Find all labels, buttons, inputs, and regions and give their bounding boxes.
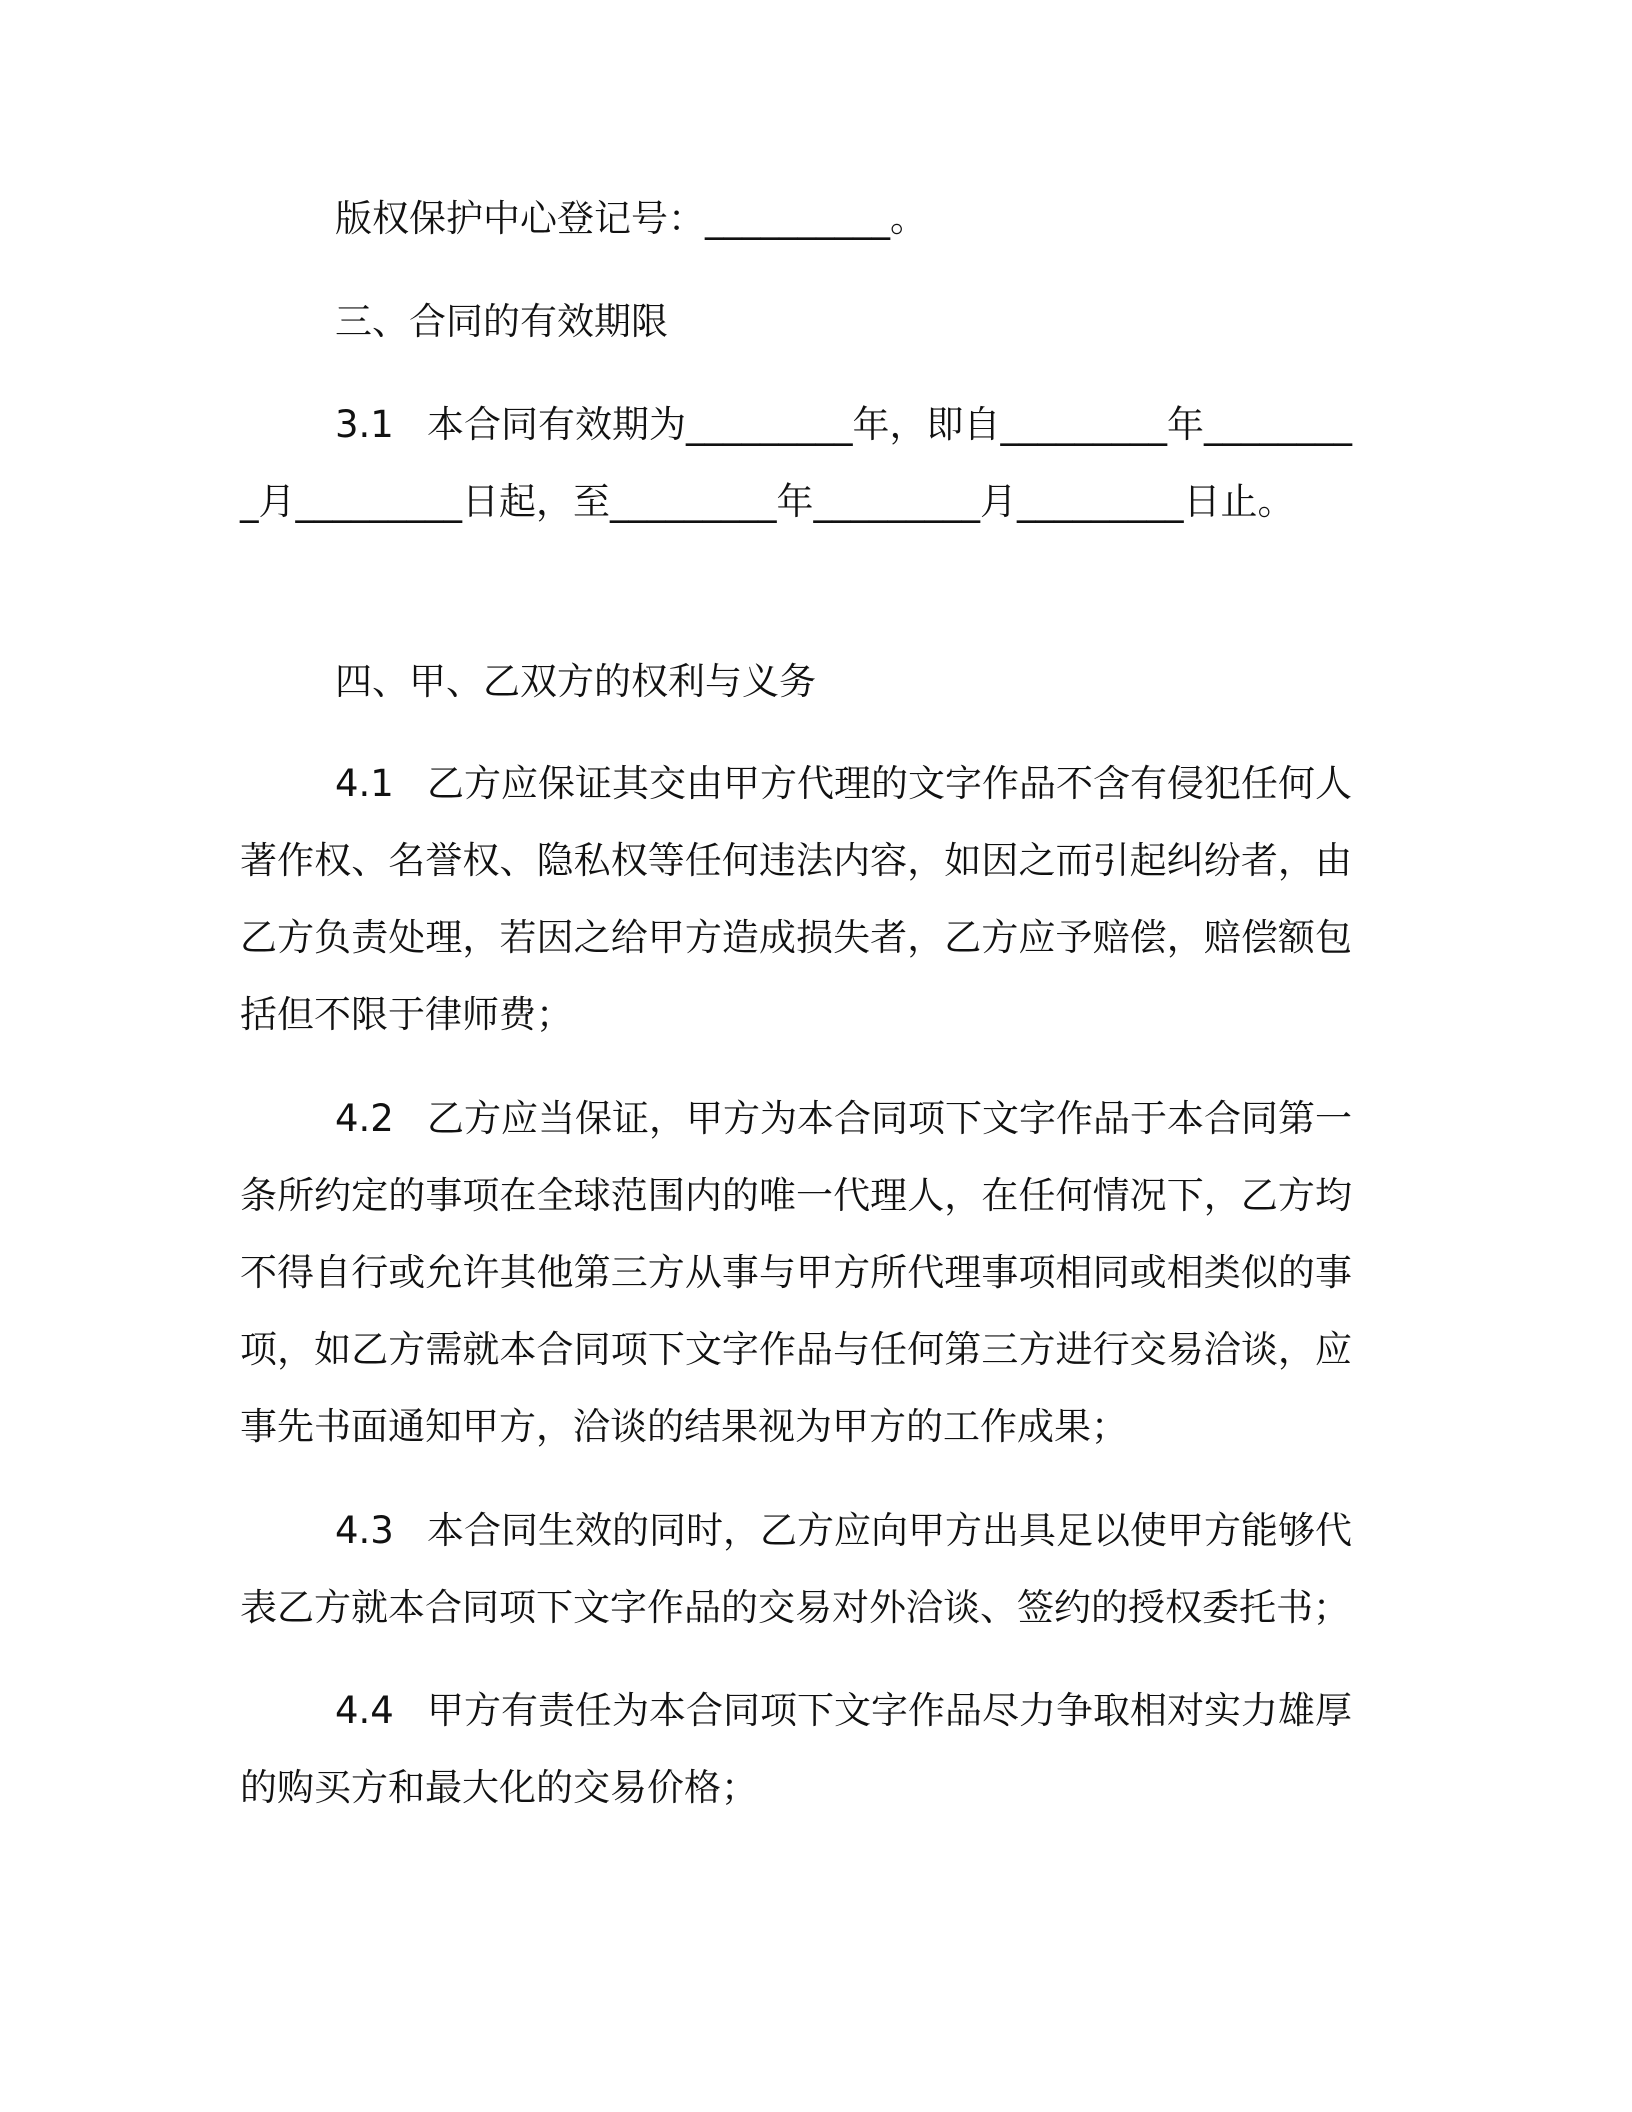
- clause-4-3: [240, 1492, 1352, 1646]
- clause-4-4: [240, 1672, 1352, 1826]
- clause-4-1: [240, 745, 1352, 1053]
- clause-3-1-text: 本合同有效期为_________年，即自_________年_________月_________日起，至_________年_________月_________日止。: [240, 403, 1352, 523]
- registration-number-line: 版权保护中心登记号：__________。: [335, 197, 927, 240]
- clause-4-3-text: 本合同生效的同时，乙方应向甲方出具足以使甲方能够代表乙方就本合同项下文字作品的交易对外洽谈、签约的授权委托书；: [240, 1509, 1352, 1629]
- clause-4-1-number: 4.1: [335, 762, 394, 805]
- clause-4-2-number: 4.2: [335, 1097, 394, 1140]
- clause-3-1: [240, 386, 1352, 540]
- clause-4-4-number: 4.4: [335, 1689, 394, 1732]
- clause-4-3-number: 4.3: [335, 1509, 394, 1552]
- section-4-heading: 四、甲、乙双方的权利与义务: [335, 660, 816, 703]
- section-3-heading: 三、合同的有效期限: [335, 300, 668, 343]
- clause-3-1-number: 3.1: [335, 403, 394, 446]
- clause-4-2-text: 乙方应当保证，甲方为本合同项下文字作品于本合同第一条所约定的事项在全球范围内的唯一代理人，在任何情况下，乙方均不得自行或允许其他第三方从事与甲方所代理事项相同或相类似的事项，如乙方需就本合同项下文字作品与任何第三方进行交易洽谈，应事先书面通知甲方，洽谈的结果视为甲方的工作成果；: [240, 1097, 1352, 1448]
- clause-4-2: [240, 1080, 1352, 1465]
- clause-4-1-text: 乙方应保证其交由甲方代理的文字作品不含有侵犯任何人著作权、名誉权、隐私权等任何违法内容，如因之而引起纠纷者，由乙方负责处理，若因之给甲方造成损失者，乙方应予赔偿，赔偿额包括但不限于律师费；: [240, 762, 1352, 1036]
- clause-4-4-text: 甲方有责任为本合同项下文字作品尽力争取相对实力雄厚的购买方和最大化的交易价格；: [240, 1689, 1352, 1809]
